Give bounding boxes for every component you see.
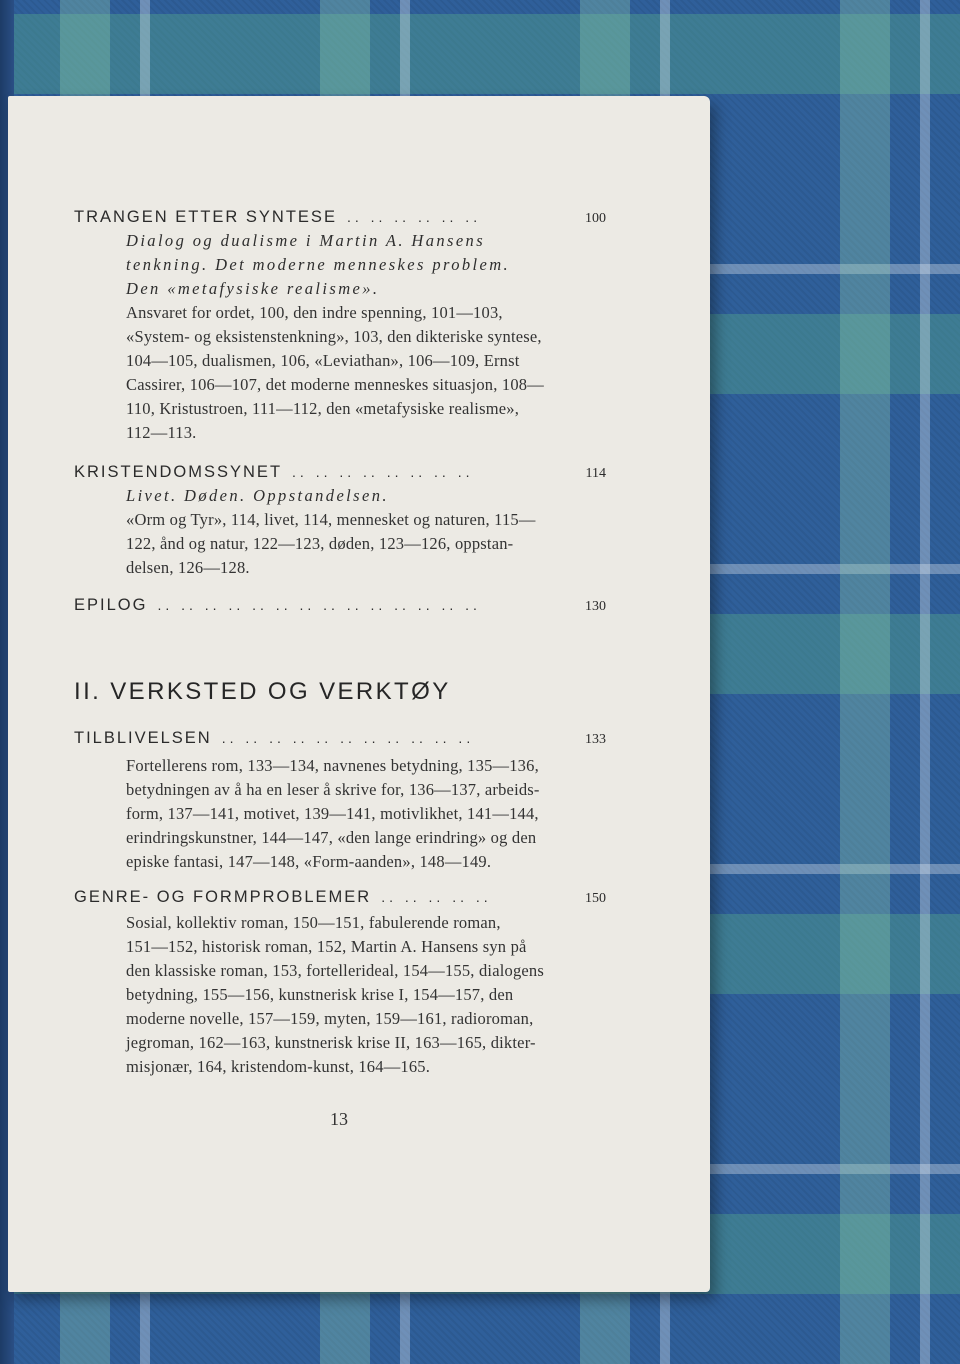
leader-dots: .. .. .. .. .. .. .. .. <box>292 464 474 480</box>
description-line: 104—105, dualismen, 106, «Leviathan», 106—109, Ernst <box>126 351 520 370</box>
description-line: Cassirer, 106—107, det moderne menneskes situasjon, 108— <box>126 375 544 394</box>
book-page <box>8 96 710 1292</box>
toc-entry-page: 133 <box>585 732 606 747</box>
toc-entry-genre-og-formproblemer <box>74 888 606 1079</box>
description-line: 151—152, historisk roman, 152, Martin A. Hansens syn på <box>126 937 527 956</box>
toc-entry-kristendomssynet <box>74 463 606 580</box>
part-heading: II. VERKSTED OG VERKTØY <box>74 678 451 705</box>
description-line: episke fantasi, 147—148, «Form-aanden», 148—149. <box>126 852 492 871</box>
leader-dots: .. .. .. .. .. .. .. .. .. .. .. .. .. .. <box>157 597 481 613</box>
toc-entry-subtitle <box>126 484 566 508</box>
toc-entry-heading <box>74 729 606 748</box>
toc-entry-description <box>126 911 558 1079</box>
description-line: betydning, 155—156, kunstnerisk krise I, 154—157, den <box>126 985 514 1004</box>
toc-entry-trangen-etter-syntese <box>74 208 606 445</box>
description-line: «Orm og Tyr», 114, livet, 114, mennesket og naturen, 115— <box>126 510 536 529</box>
page-number: 13 <box>330 1109 348 1129</box>
description-line: form, 137—141, motivet, 139—141, motivlikhet, 141—144, <box>126 804 539 823</box>
toc-entry-title: KRISTENDOMSSYNET <box>74 463 283 481</box>
toc-entry-tilblivelsen <box>74 729 606 874</box>
toc-entry-epilog <box>74 596 606 615</box>
leader-dots: .. .. .. .. .. .. .. .. .. .. .. <box>221 730 475 746</box>
subtitle-line: Livet. Døden. Oppstandelsen. <box>126 486 389 505</box>
description-line: 110, Kristustroen, 111—112, den «metafysiske realisme», <box>126 399 520 418</box>
toc-entry-page: 100 <box>585 211 606 226</box>
description-line: misjonær, 164, kristendom-kunst, 164—165. <box>126 1057 431 1076</box>
description-line: «System- og eksistenstenkning», 103, den dikteriske syntese, <box>126 327 542 346</box>
toc-entry-heading <box>74 463 606 482</box>
subtitle-line: Den «metafysiske realisme». <box>126 279 380 298</box>
toc-entry-title: TRANGEN ETTER SYNTESE <box>74 208 337 226</box>
toc-entry-subtitle <box>126 229 566 301</box>
toc-entry-heading <box>74 596 606 615</box>
leader-dots: .. .. .. .. .. .. <box>346 209 482 225</box>
toc-entry-heading <box>74 888 606 907</box>
description-line: Ansvaret for ordet, 100, den indre spenning, 101—103, <box>126 303 503 322</box>
leader-dots: .. .. .. .. .. <box>381 889 492 905</box>
description-line: betydningen av å ha en leser å skrive for, 136—137, arbeids- <box>126 780 540 799</box>
description-line: Sosial, kollektiv roman, 150—151, fabulerende roman, <box>126 913 501 932</box>
toc-entry-description <box>126 508 558 580</box>
description-line: jegroman, 162—163, kunstnerisk krise II, 163—165, dikter- <box>126 1033 536 1052</box>
subtitle-line: Dialog og dualisme i Martin A. Hansens <box>126 231 486 250</box>
toc-entry-page: 150 <box>585 891 606 906</box>
toc-entry-page: 130 <box>585 599 606 614</box>
description-line: moderne novelle, 157—159, myten, 159—161, radioroman, <box>126 1009 534 1028</box>
description-line: delsen, 126—128. <box>126 558 250 577</box>
toc-entry-description <box>126 754 558 874</box>
description-line: 122, ånd og natur, 122—123, døden, 123—126, oppstan- <box>126 534 514 553</box>
toc-entry-page: 114 <box>585 466 606 481</box>
description-line: den klassiske roman, 153, fortellerideal, 154—155, dialogens <box>126 961 544 980</box>
description-line: 112—113. <box>126 423 197 442</box>
toc-entry-heading <box>74 208 606 227</box>
toc-entry-title: GENRE- OG FORMPROBLEMER <box>74 888 372 906</box>
toc-entry-description <box>126 301 558 445</box>
subtitle-line: tenkning. Det moderne menneskes problem. <box>126 255 511 274</box>
description-line: erindringskunstner, 144—147, «den lange erindring» og den <box>126 828 537 847</box>
toc-entry-title: TILBLIVELSEN <box>74 729 212 747</box>
toc-entry-title: EPILOG <box>74 596 148 614</box>
description-line: Fortellerens rom, 133—134, navnenes betydning, 135—136, <box>126 756 539 775</box>
table-of-contents <box>8 96 710 1292</box>
